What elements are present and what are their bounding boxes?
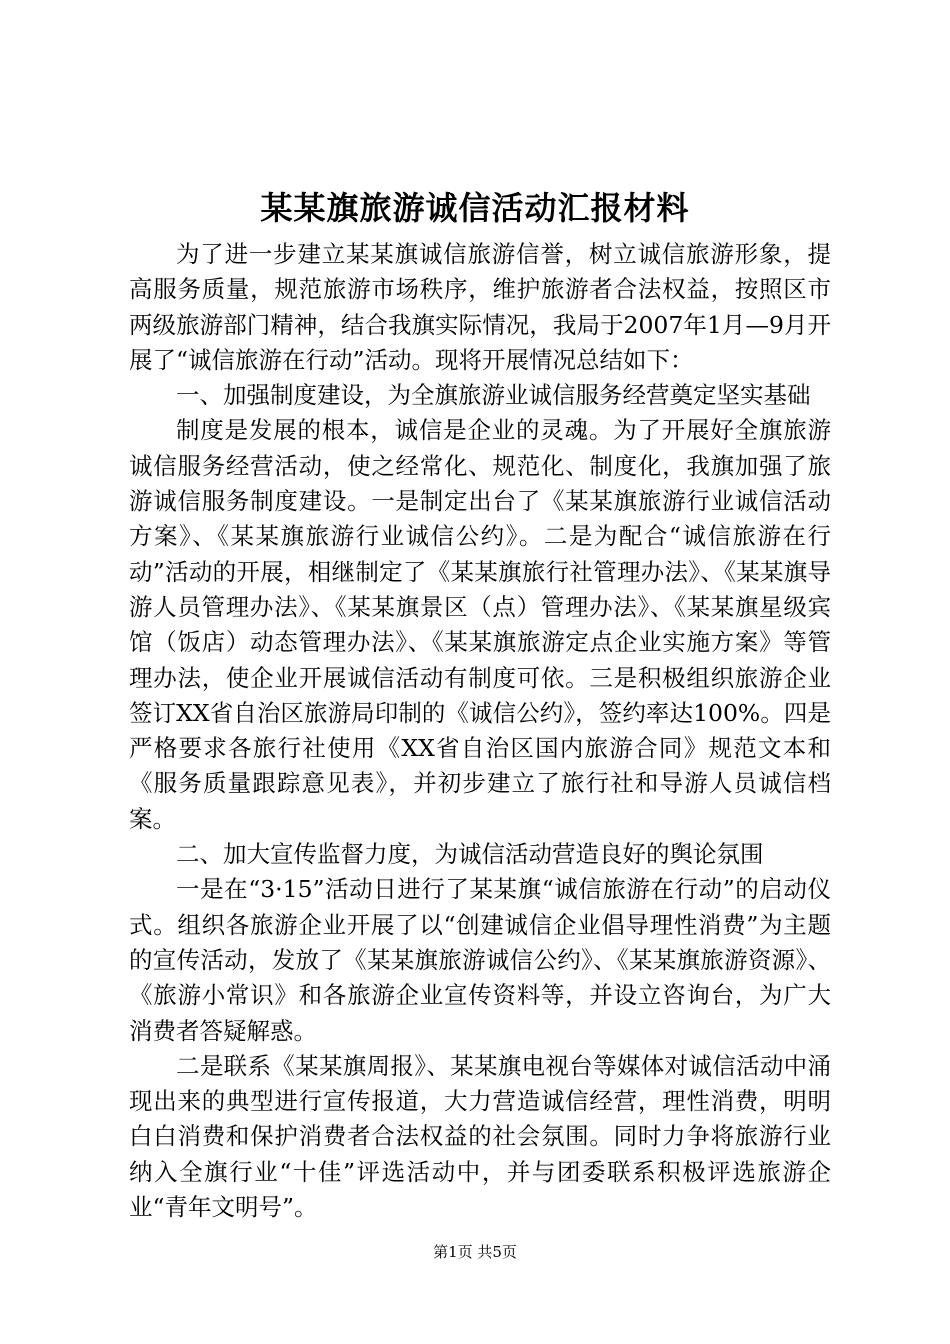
section-heading-2: 二、加大宣传监督力度，为诚信活动营造良好的舆论氛围 [176, 840, 764, 869]
paragraph-section-1: 制度是发展的根本，诚信是企业的灵魂。为了开展好全旗旅游诚信服务经营活动，使之经常化、规范化、制度化，我旗加强了旅游诚信服务制度建设。一是制定出台了《某某旗旅游行业诚信活动方案》、《某某旗旅游行业诚信公约》。二是为配合“诚信旅游在行动”活动的开展，相继制定了《某某旗旅行社管理办法》、《某某旗导游人员管理办法》、《某某旗景区（点）管理办法》、《某某旗星级宾馆（饭店）动态管理办法》、《某某旗旅游定点企业实施方案》等管理办法，使企业开展诚信活动有制度可依。三是积极组织旅游企业签订XX省自治区旅游局印制的《诚信公约》，签约率达100%。四是严格要求各旅行社使用《XX省自治区国内旅游合同》规范文本和《服务质量跟踪意见表》，并初步建立了旅行社和导游人员诚信档案。 [129, 416, 831, 833]
document-body [129, 237, 831, 1225]
section-heading-1: 一、加强制度建设，为全旗旅游业诚信服务经营奠定坚实基础 [176, 381, 811, 410]
paragraph-section-2-item-1: 一是在“3·15”活动日进行了某某旗“诚信旅游在行动”的启动仪式。组织各旅游企业开展了以“创建诚信企业倡导理性消费”为主题的宣传活动，发放了《某某旗旅游诚信公约》、《某某旗旅游资源》、《旅游小常识》和各旅游企业宣传资料等，并设立咨询台，为广大消费者答疑解惑。 [129, 875, 831, 1045]
paragraph-intro: 为了进一步建立某某旗诚信旅游信誉，树立诚信旅游形象，提高服务质量，规范旅游市场秩序，维护旅游者合法权益，按照区市两级旅游部门精神，结合我旗实际情况，我局于2007年1月—9月开展了“诚信旅游在行动”活动。现将开展情况总结如下： [129, 240, 831, 374]
paragraph-section-2-item-2: 二是联系《某某旗周报》、某某旗电视台等媒体对诚信活动中涌现出来的典型进行宣传报道，大力营造诚信经营，理性消费，明明白白消费和保护消费者合法权益的社会氛围。同时力争将旅游行业纳入全旗行业“十佳”评选活动中，并与团委联系积极评选旅游企业“青年文明号”。 [129, 1051, 831, 1222]
document-title: 某某旗旅游诚信活动汇报材料 [260, 189, 690, 227]
page-footer: 第1页 共5页 [433, 1243, 517, 1261]
